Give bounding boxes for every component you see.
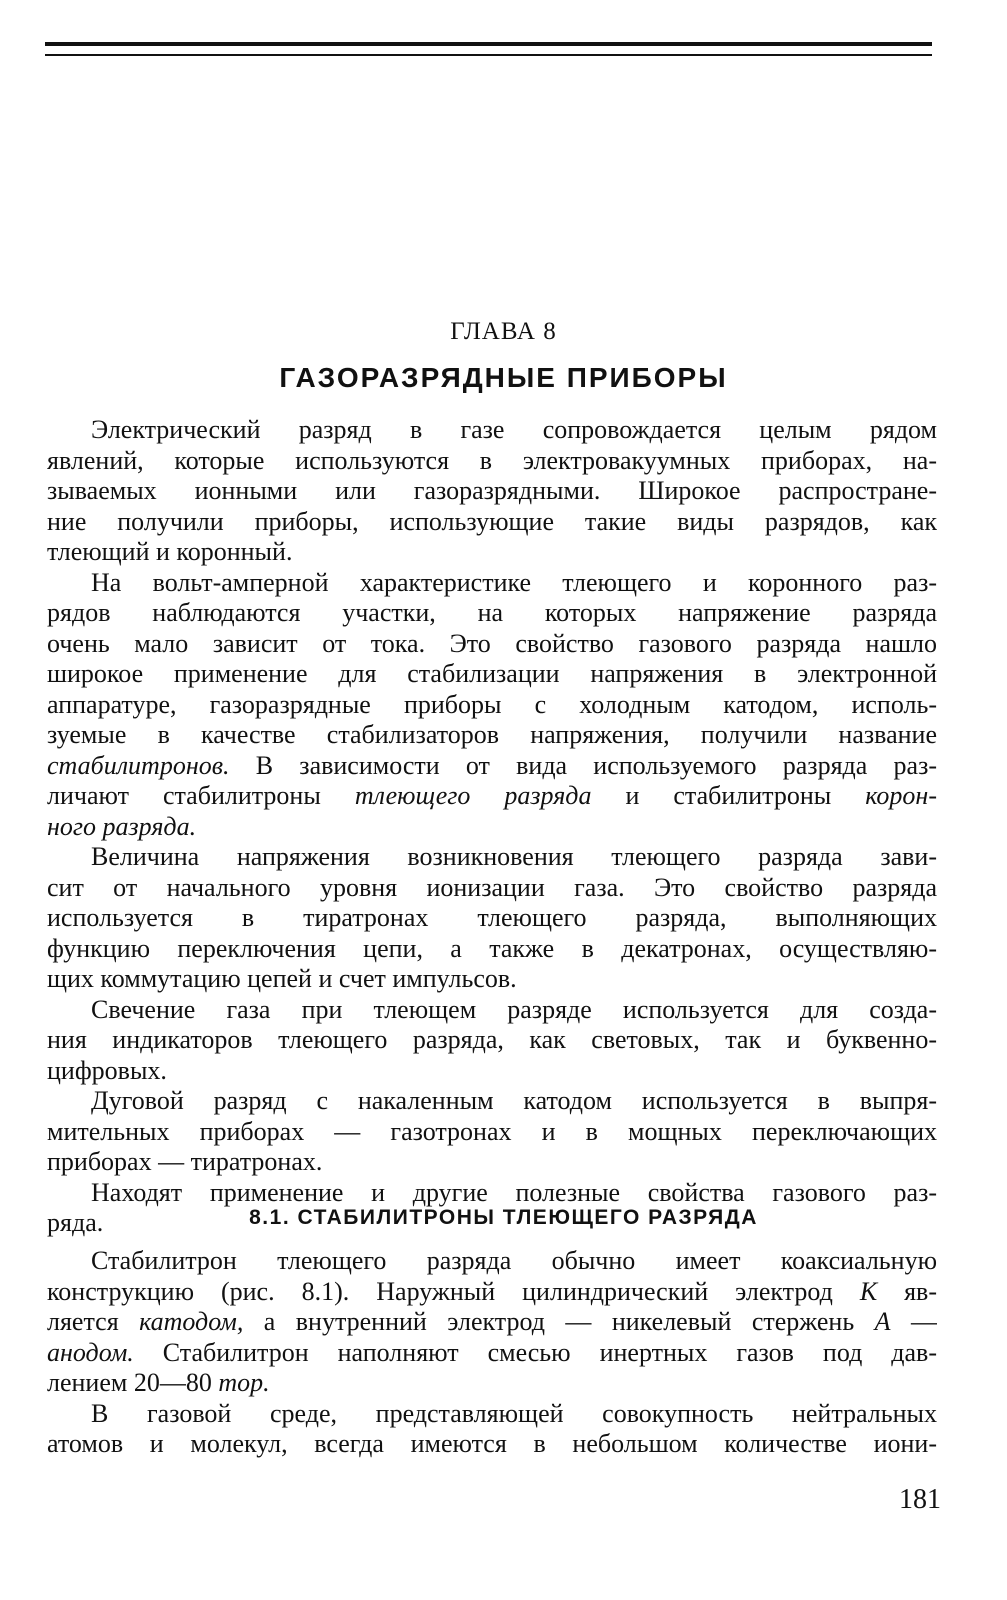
text-run: яв- — [877, 1276, 937, 1306]
text-run: а внутренний электрод — никелевый стержень — [243, 1307, 875, 1336]
section-text — [47, 1246, 937, 1460]
text-run: личают стабилитроны — [47, 781, 355, 810]
text-line: ние получили приборы, использующие такие виды разрядов, как — [47, 506, 937, 536]
text-line: атомов и молекул, всегда имеются в небольшом количестве иони- — [47, 1429, 937, 1458]
text-line: На вольт-амперной характеристике тлеющего и коронного раз- — [91, 567, 937, 597]
text-line: широкое применение для стабилизации напряжения в электронной — [47, 659, 937, 688]
text-line — [47, 781, 937, 812]
chapter-intro-text — [47, 415, 937, 1239]
page-number: 181 — [899, 1484, 941, 1515]
italic-term: тор. — [218, 1368, 270, 1397]
text-line — [47, 1277, 937, 1308]
text-line: тлеющий и коронный. — [47, 537, 293, 566]
text-line: аппаратуре, газоразрядные приборы с холодным катодом, исполь- — [47, 689, 937, 719]
text-run: и стабилитроны — [591, 781, 866, 810]
text-line — [47, 1338, 937, 1369]
text-line: Стабилитрон тлеющего разряда обычно имеет коаксиальную — [91, 1246, 937, 1275]
text-line: цифровых. — [47, 1055, 167, 1085]
text-line — [47, 812, 937, 843]
text-line: В газовой среде, представляющей совокупность нейтральных — [91, 1398, 937, 1428]
italic-term: ного разряда. — [47, 811, 197, 841]
text-line: ния индикаторов тлеющего разряда, как световых, так и буквенно- — [47, 1025, 937, 1054]
text-line: Свечение газа при тлеющем разряде используется для созда- — [91, 994, 937, 1024]
text-line — [47, 1307, 937, 1338]
chapter-title: ГАЗОРАЗРЯДНЫЕ ПРИБОРЫ — [279, 362, 728, 393]
text-run: лением 20—80 — [47, 1368, 219, 1397]
text-run: конструкцию (рис. 8.1). Наружный цилиндрический электрод — [47, 1276, 860, 1306]
text-run: — — [890, 1307, 937, 1336]
text-line: мительных приборах — газотронах и в мощных переключающих — [47, 1116, 937, 1146]
text-line: сит от начального уровня ионизации газа. Это свойство разряда — [47, 872, 937, 902]
italic-term: А — [874, 1307, 891, 1336]
italic-term: К — [859, 1276, 878, 1306]
text-line: Дуговой разряд с накаленным катодом используется в выпря- — [91, 1086, 937, 1115]
text-line: ряда. — [47, 1208, 104, 1237]
section-title: 8.1. СТАБИЛИТРОНЫ ТЛЕЮЩЕГО РАЗРЯДА — [249, 1206, 758, 1229]
text-line: приборах — тиратронах. — [47, 1147, 323, 1176]
text-line: используется в тиратронах тлеющего разряда, выполняющих — [47, 903, 937, 932]
text-run: Стабилитрон наполняют смесью инертных газов под дав- — [133, 1337, 937, 1367]
top-rule — [45, 42, 932, 46]
italic-term: стабилитронов. — [47, 750, 230, 780]
text-line: рядов наблюдаются участки, на которых напряжение разряда — [47, 598, 937, 627]
text-run: В зависимости от вида используемого разряда раз- — [229, 750, 937, 780]
text-line: функцию переключения цепи, а также в декатронах, осуществляю- — [47, 933, 937, 963]
italic-term: тлеющего разряда — [354, 781, 592, 810]
text-line: зуемые в качестве стабилизаторов напряжения, получили название — [47, 720, 937, 749]
text-line — [47, 1368, 937, 1399]
text-line: зываемых ионными или газоразрядными. Широкое распростране- — [47, 476, 937, 505]
text-line: Электрический разряд в газе сопровождается целым рядом — [91, 415, 937, 444]
text-run: ляется — [47, 1307, 140, 1336]
text-line: Величина напряжения возникновения тлеющего разряда зави- — [91, 842, 937, 871]
chapter-label: ГЛАВА 8 — [450, 318, 557, 345]
italic-term: корон- — [865, 781, 937, 810]
text-line — [47, 751, 937, 782]
italic-term: катодом, — [139, 1307, 244, 1336]
text-line: очень мало зависит от тока. Это свойство газового разряда нашло — [47, 628, 937, 658]
text-line: Находят применение и другие полезные свойства газового раз- — [91, 1177, 937, 1207]
text-line: явлений, которые используются в электровакуумных приборах, на- — [47, 445, 937, 475]
top-rule-thin — [45, 54, 932, 56]
italic-term: анодом. — [47, 1337, 134, 1367]
text-line: щих коммутацию цепей и счет импульсов. — [47, 964, 517, 993]
